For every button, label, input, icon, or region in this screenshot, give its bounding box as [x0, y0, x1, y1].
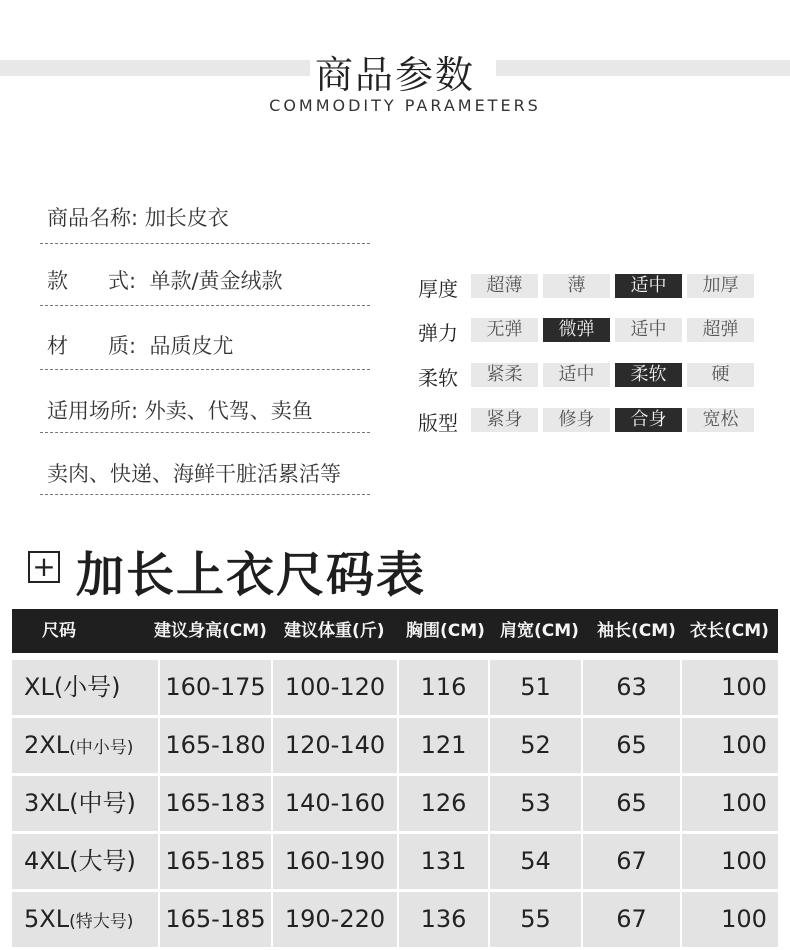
attribute-option: 超薄 — [471, 274, 538, 298]
table-value: 136 — [420, 905, 467, 933]
table-value: 54 — [520, 847, 551, 875]
attribute-option: 紧身 — [471, 408, 538, 432]
page-title: 商品参数 — [314, 53, 475, 97]
attribute-option-selected: 适中 — [615, 274, 682, 298]
size-code: XL — [24, 673, 54, 701]
info-usage: 适用场所: 外卖、代驾、卖鱼 — [47, 399, 313, 423]
size-code: 3XL — [24, 789, 70, 817]
table-value: 190-220 — [284, 905, 386, 933]
size-label — [24, 776, 136, 831]
size-label — [24, 660, 121, 715]
table-header-cell: 衣长(CM) — [690, 621, 769, 641]
attribute-label: 厚度 — [418, 277, 458, 301]
table-header-cell: 建议身高(CM) — [154, 621, 267, 641]
info-usage-cont: 卖肉、快递、海鲜干脏活累活等 — [47, 462, 341, 486]
attribute-option: 加厚 — [687, 274, 754, 298]
attribute-option: 适中 — [615, 318, 682, 342]
size-label — [24, 892, 133, 947]
table-value: 165-185 — [165, 905, 266, 933]
size-note: (中小号) — [69, 738, 134, 758]
info-divider — [40, 305, 370, 306]
table-value: 121 — [420, 731, 467, 759]
info-divider — [40, 494, 370, 495]
attribute-option: 紧柔 — [471, 363, 538, 387]
table-value: 100 — [721, 905, 767, 933]
info-divider — [40, 432, 370, 433]
attribute-option-selected: 微弹 — [543, 318, 610, 342]
attribute-option-selected: 合身 — [615, 408, 682, 432]
table-value: 67 — [616, 847, 647, 875]
table-header-cell: 尺码 — [42, 621, 76, 641]
size-label — [24, 834, 136, 889]
info-name: 商品名称: 加长皮衣 — [47, 206, 229, 230]
size-code: 2XL — [24, 731, 70, 759]
size-note: (中号) — [69, 789, 136, 817]
size-code: 5XL — [24, 905, 70, 933]
size-code: 4XL — [24, 847, 70, 875]
table-header-cell: 肩宽(CM) — [500, 621, 579, 641]
table-value: 131 — [420, 847, 467, 875]
attribute-option: 超弹 — [687, 318, 754, 342]
attribute-label: 弹力 — [418, 321, 458, 345]
table-value: 51 — [520, 673, 551, 701]
table-value: 55 — [520, 905, 551, 933]
attribute-option: 宽松 — [687, 408, 754, 432]
table-value: 100 — [721, 847, 767, 875]
table-value: 100 — [721, 731, 767, 759]
table-value: 126 — [420, 789, 467, 817]
table-value: 65 — [616, 731, 647, 759]
table-value: 100 — [721, 673, 767, 701]
table-value: 165-183 — [165, 789, 266, 817]
table-value: 67 — [616, 905, 647, 933]
plus-icon: + — [28, 551, 60, 583]
table-value: 160-175 — [165, 673, 266, 701]
size-label — [24, 718, 133, 773]
table-value: 140-160 — [284, 789, 386, 817]
info-material: 材 质: 品质皮尤 — [47, 334, 234, 358]
attribute-option: 无弹 — [471, 318, 538, 342]
attribute-option-selected: 柔软 — [615, 363, 682, 387]
attribute-label: 版型 — [418, 411, 458, 435]
table-value: 165-180 — [165, 731, 266, 759]
table-value: 160-190 — [284, 847, 386, 875]
size-note: (特大号) — [69, 912, 134, 932]
attribute-option: 适中 — [543, 363, 610, 387]
info-divider — [40, 369, 370, 370]
table-value: 52 — [520, 731, 551, 759]
table-value: 120-140 — [284, 731, 386, 759]
table-header-cell: 袖长(CM) — [597, 621, 676, 641]
size-note: (小号) — [53, 673, 121, 701]
info-style: 款 式: 单款/黄金绒款 — [47, 269, 283, 293]
table-value: 65 — [616, 789, 647, 817]
attribute-option: 薄 — [543, 274, 610, 298]
attribute-option: 修身 — [543, 408, 610, 432]
page-subtitle: COMMODITY PARAMETERS — [269, 96, 541, 115]
table-value: 63 — [616, 673, 647, 701]
attribute-option: 硬 — [687, 363, 754, 387]
table-value: 165-185 — [165, 847, 266, 875]
table-value: 100-120 — [284, 673, 386, 701]
table-value: 100 — [721, 789, 767, 817]
size-note: (大号) — [69, 847, 136, 875]
table-header-cell: 胸围(CM) — [406, 621, 485, 641]
table-value: 116 — [420, 673, 467, 701]
attribute-label: 柔软 — [418, 366, 458, 390]
table-value: 53 — [520, 789, 551, 817]
size-chart-title: 加长上衣尺码表 — [76, 547, 427, 603]
table-header-cell: 建议体重(斤) — [284, 621, 385, 641]
info-divider — [40, 243, 370, 244]
